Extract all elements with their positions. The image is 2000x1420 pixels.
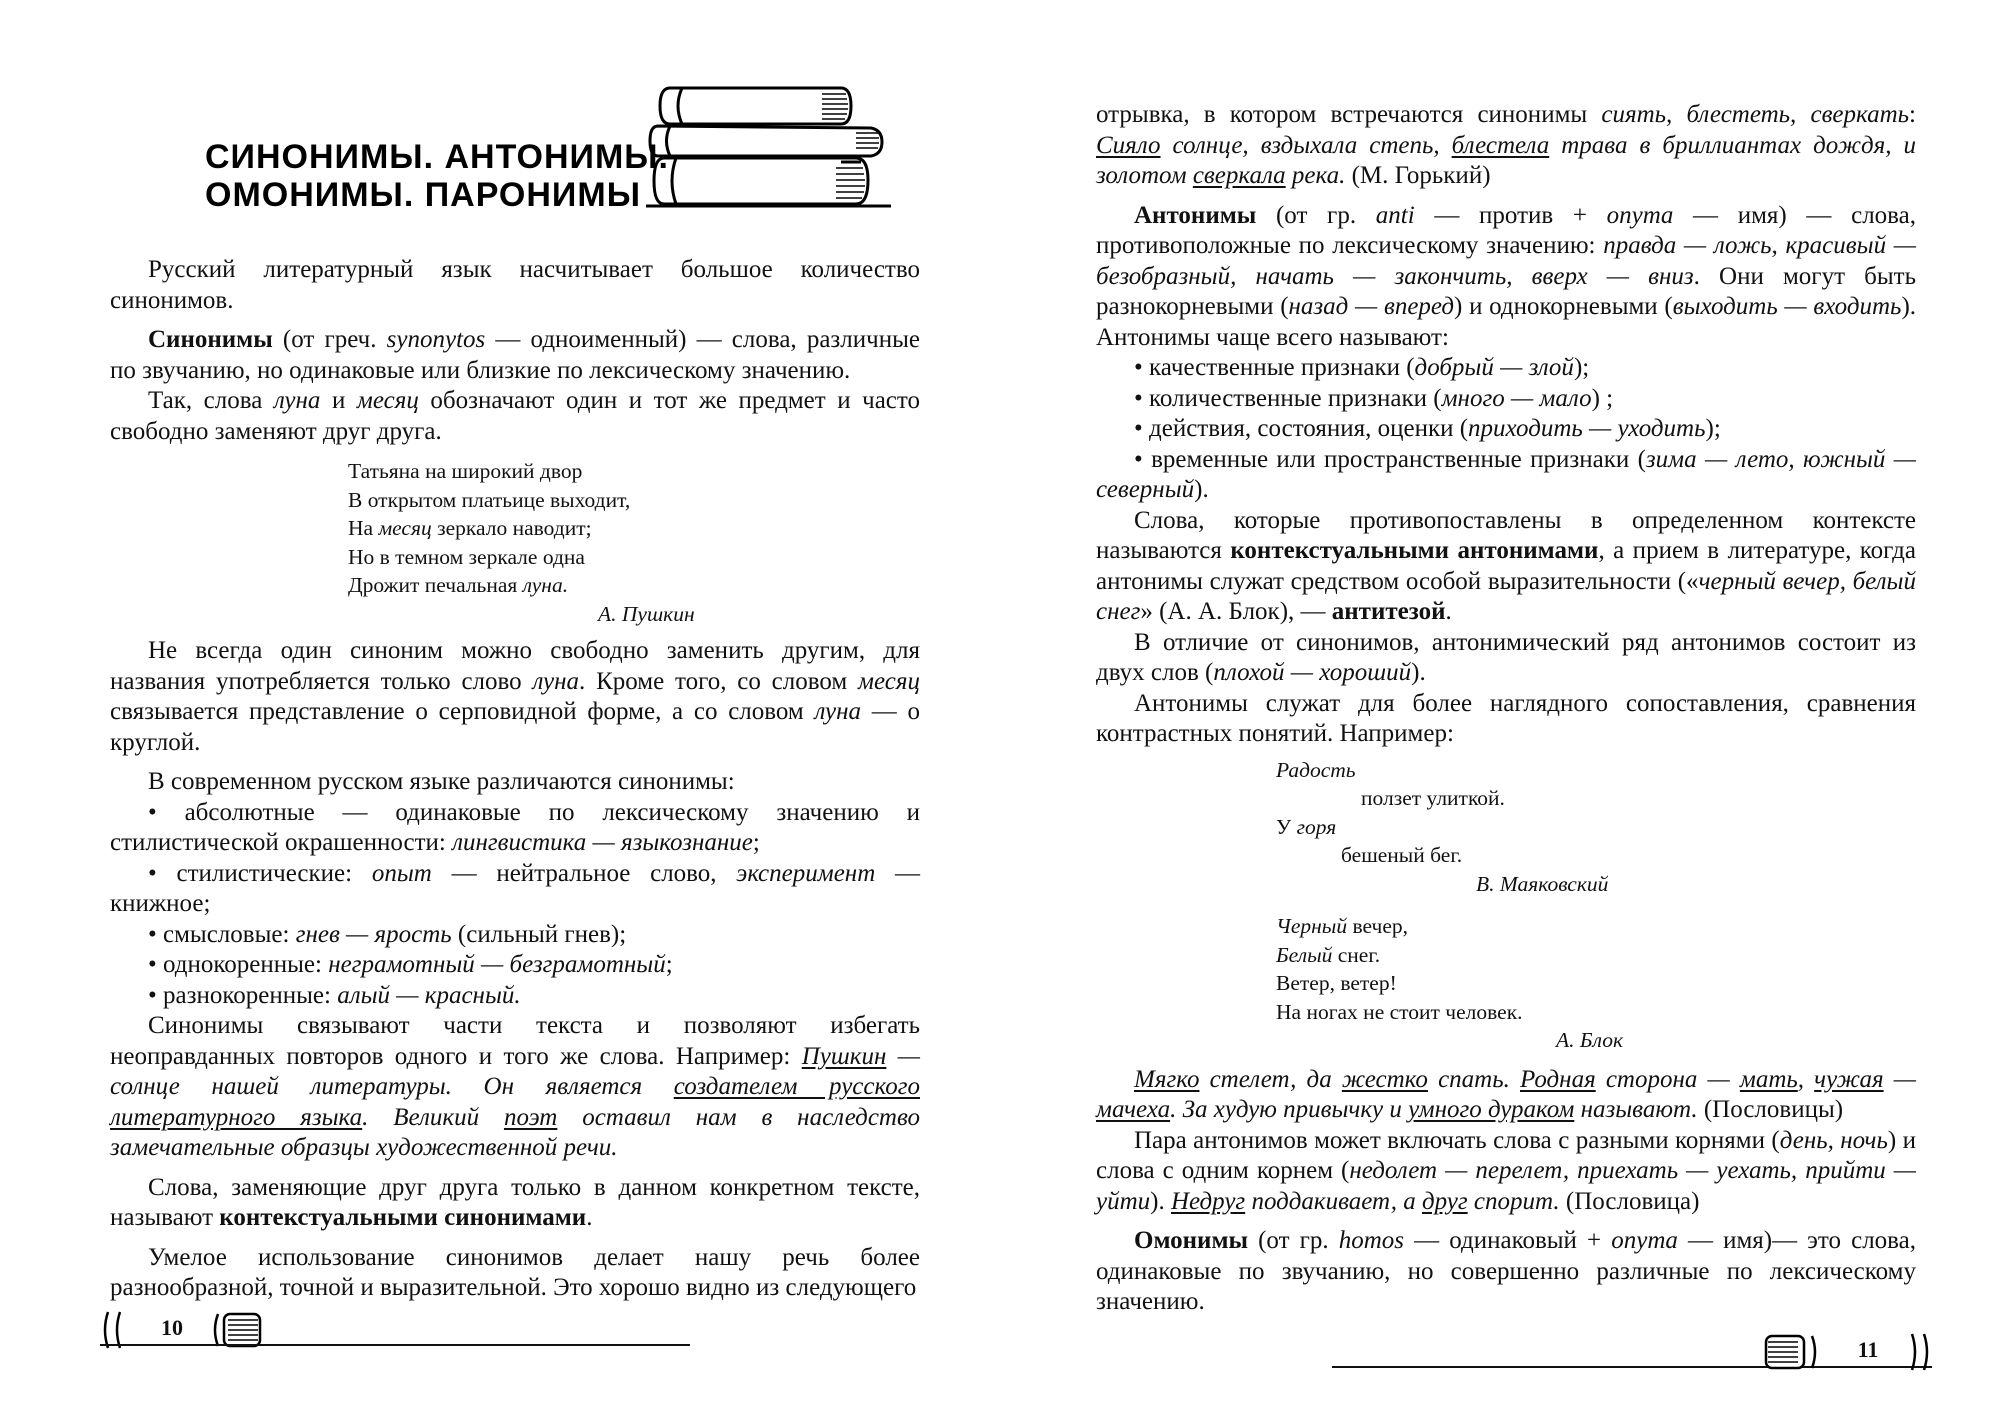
poem-line: Татьяна на широкий двор (348, 459, 583, 483)
paragraph: Пара антонимов может включать слова с разными корнями (день, ночь) и слова с одним корнем (недолет — перелет, приехать — уехать, прийти — уйти). Недруг поддакивает, а друг спорит. (Пословица) (1096, 1126, 1916, 1215)
antonym-poems (1096, 756, 1916, 1055)
poem-line: У горя (1276, 814, 1337, 839)
paragraph: Слова, заменяющие друг друга только в данном конкретном тексте, называют контекстуальными синонимами. (110, 1173, 920, 1231)
paragraph: В современном русском языке различаются синонимы: (148, 768, 735, 795)
paragraph: Так, слова луна и месяц обозначают один и тот же предмет и часто свободно заменяют друг друга. (110, 387, 920, 445)
paragraph: Омонимы (от гр. homos — одинаковый + onyma — имя)— это слова, одинаковые по звучанию, но совершенно различные по лексическому значению. (1096, 1227, 1916, 1315)
list-item: • разнокоренные: алый — красный. (148, 981, 521, 1009)
paragraph: Не всегда один синоним можно свободно заменить другим, для названия употребляется только слово луна. Кроме того, со словом месяц связывается представление о серповидной форме, а со словом луна — о круглой. (110, 637, 920, 756)
poem-line: На месяц зеркало наводит; (348, 516, 592, 540)
poem-line: Дрожит печальная луна. (348, 573, 569, 597)
paragraph: Русский литературный язык насчитывает большое количество синонимов. (110, 256, 920, 314)
page-number: 10 (161, 1315, 183, 1340)
list-item: • однокоренные: неграмотный — безграмотный; (148, 951, 673, 978)
poem-line: бешеный бег. (1341, 843, 1463, 867)
list-item: • качественные признаки (добрый — злой); (1134, 354, 1590, 381)
left-text-column (110, 255, 920, 1304)
poem-line: Но в темном зеркале одна (348, 544, 585, 569)
page-title (205, 138, 669, 214)
poem-line: Черный вечер, (1276, 914, 1408, 938)
poem-line: Белый снег. (1276, 942, 1381, 967)
title-line-1: СИНОНИМЫ. АНТОНИМЫ. (205, 138, 670, 176)
poem-line: В открытом платьице выходит, (348, 487, 631, 512)
poem-author: А. Блок (1556, 1028, 1624, 1052)
pushkin-poem (110, 457, 920, 628)
paragraph: Умелое использование синонимов делает нашу речь более разнообразной, точной и выразительной. Это хорошо видно из следующего (110, 1243, 920, 1301)
list-item: • смысловые: гнев — ярость (сильный гнев); (148, 920, 627, 948)
page-number: 11 (1857, 1337, 1879, 1362)
list-item: • количественные признаки (много — мало) ; (1134, 384, 1614, 412)
paragraph: Антонимы (от гр. anti — против + onyma — имя) — слова, противоположные по лексическому значению: правда — ложь, красивый — безобразный, начать — закончить, вверх — вниз. Они могут быть разнокорневыми (назад — вперед) и однокорневыми (выходить — входить). Антонимы чаще всего называют: (1096, 201, 1917, 351)
right-text-column (1096, 100, 1916, 1318)
list-item: • абсолютные — одинаковые по лексическому значению и стилистической окрашенности: лингвистика — языкознание; (110, 798, 920, 856)
paragraph: Синонимы связывают части текста и позволяют избегать неоправданных повторов одного и того же слова. Например: Пушкин — солнце нашей литературы. Он является создателем русского литературного языка. Великий поэт оставил нам в наследство замечательные образцы художественной речи. (110, 1012, 920, 1161)
footer-rule (100, 1344, 690, 1346)
list-item: • действия, состояния, оценки (приходить — уходить); (1134, 415, 1721, 442)
paragraph: отрывка, в котором встречаются синонимы сиять, блестеть, сверкать: Сияло солнце, вздыхала степь, блестела трава в бриллиантах дождя, и золотом сверкала река. (М. Горький) (1096, 101, 1916, 189)
list-item: • временные или пространственные признаки (зима — лето, южный — северный). (1096, 445, 1916, 503)
poem-line: На ногах не стоит человек. (1276, 999, 1523, 1024)
paragraph: Мягко стелет, да жестко спать. Родная сторона — мать, чужая — мачеха. За худую привычку и умного дураком называют. (Пословицы) (1096, 1065, 1916, 1123)
list-item: • стилистические: опыт — нейтральное слово, эксперимент — книжное; (110, 859, 920, 917)
paragraph: Синонимы (от греч. synonytos — одноименный) — слова, различные по звучанию, но одинаковые или близкие по лексическому значению. (110, 326, 920, 384)
paragraph: Антонимы служат для более наглядного сопоставления, сравнения контрастных понятий. Например: (1096, 689, 1916, 747)
paragraph: В отличие от синонимов, антонимический ряд антонимов состоит из двух слов (плохой — хороший). (1096, 628, 1916, 686)
paragraph: Слова, которые противопоставлены в определенном контексте называются контекстуальными антонимами, а прием в литературе, когда антонимы служат средством особой выразительности («черный вечер, белый снег» (А. А. Блок), — антитезой. (1096, 506, 1916, 625)
poem-line: ползет улиткой. (1361, 786, 1505, 810)
poem-author: В. Маяковский (1476, 871, 1609, 896)
poem-line: Радость (1276, 757, 1356, 782)
poem-author: А. Пушкин (598, 601, 695, 626)
books-stack-icon (646, 82, 891, 217)
right-page (1000, 0, 2000, 1420)
title-line-2: ОМОНИМЫ. ПАРОНИМЫ (205, 176, 641, 214)
poem-line: Ветер, ветер! (1276, 971, 1397, 995)
